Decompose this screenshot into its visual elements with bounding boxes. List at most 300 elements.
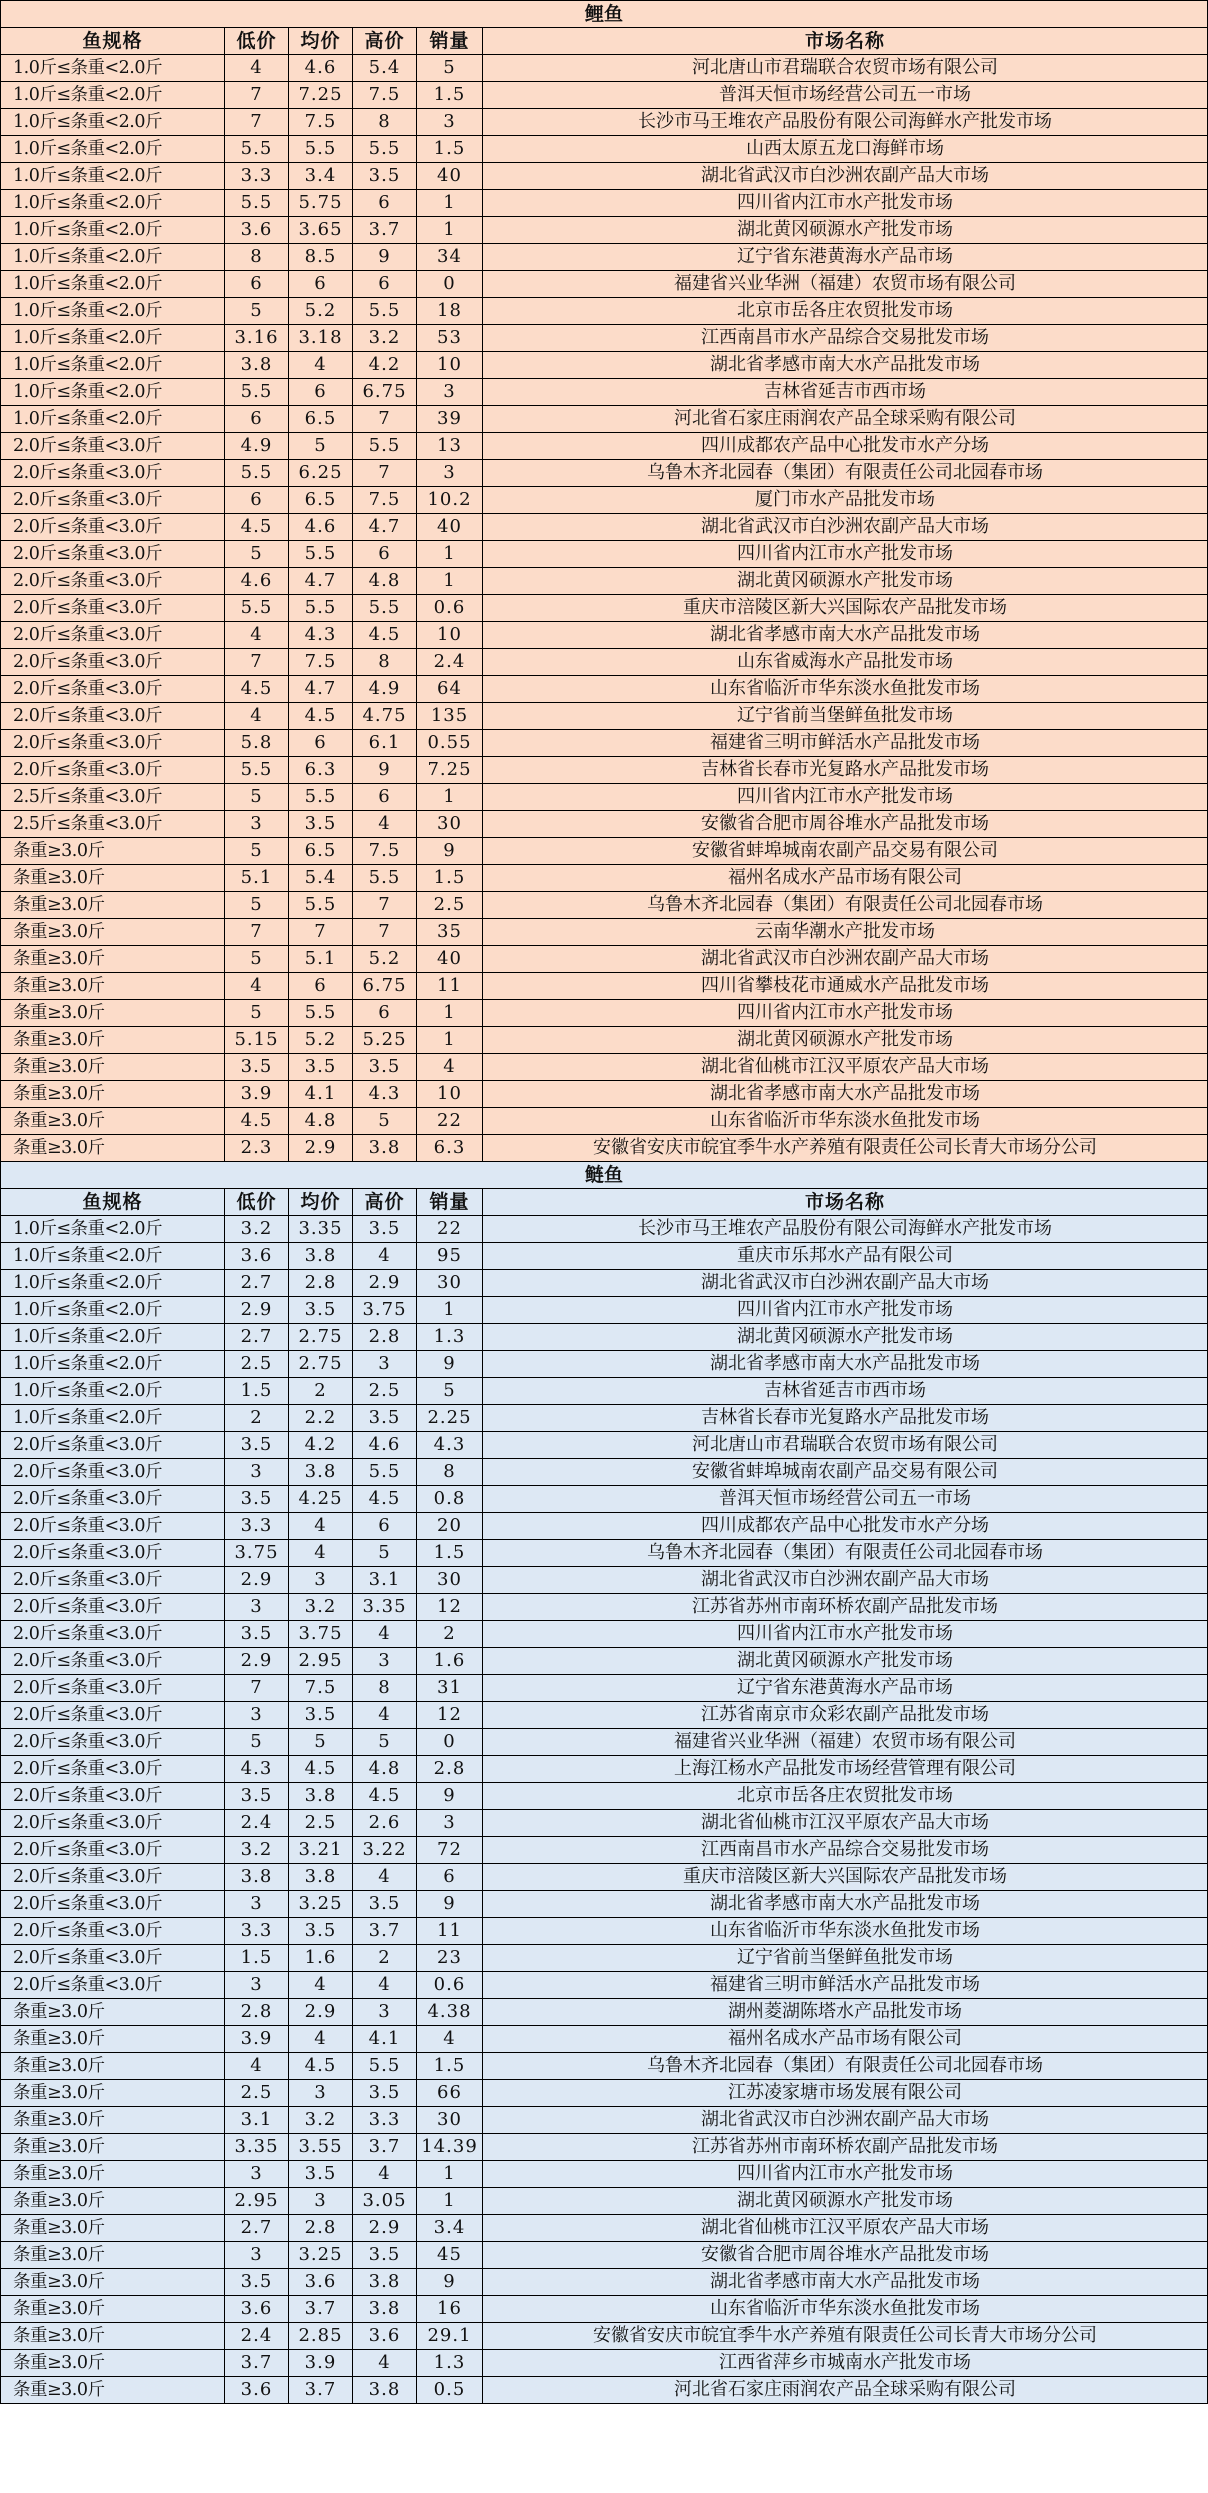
table-row [1,82,1208,109]
avg-price-cell: 4.7 [289,676,353,703]
volume-cell: 40 [417,514,483,541]
volume-cell: 31 [417,1675,483,1702]
table-row [1,406,1208,433]
high-price-cell: 3 [353,1351,417,1378]
low-price-cell: 4.5 [225,676,289,703]
high-price-cell: 4.8 [353,1756,417,1783]
fish-spec-cell: 1.0斤≤条重<2.0斤 [1,406,225,433]
avg-price-cell: 7.5 [289,649,353,676]
market-name-cell: 乌鲁木齐北园春（集团）有限责任公司北园春市场 [483,2053,1208,2080]
high-price-cell: 4.5 [353,1783,417,1810]
fish-spec-cell: 1.0斤≤条重<2.0斤 [1,1297,225,1324]
table-row [1,1081,1208,1108]
avg-price-cell: 5.5 [289,784,353,811]
market-name-cell: 吉林省延吉市西市场 [483,379,1208,406]
fish-spec-cell: 2.0斤≤条重<3.0斤 [1,649,225,676]
fish-spec-cell: 1.0斤≤条重<2.0斤 [1,163,225,190]
avg-price-cell: 2.8 [289,1270,353,1297]
fish-spec-cell: 条重≥3.0斤 [1,2026,225,2053]
volume-cell: 10 [417,352,483,379]
volume-cell: 5 [417,1378,483,1405]
fish-spec-cell: 条重≥3.0斤 [1,1054,225,1081]
fish-spec-cell: 条重≥3.0斤 [1,2161,225,2188]
volume-header: 销量 [417,28,483,55]
volume-cell: 3 [417,1810,483,1837]
market-name-cell: 四川省内江市水产批发市场 [483,784,1208,811]
fish-spec-cell: 1.0斤≤条重<2.0斤 [1,244,225,271]
high-price-cell: 3.8 [353,2269,417,2296]
market-name-cell: 四川省内江市水产批发市场 [483,1297,1208,1324]
table-row [1,1000,1208,1027]
low-price-cell: 2.8 [225,1999,289,2026]
market-name-cell: 四川省攀枝花市通威水产品批发市场 [483,973,1208,1000]
high-price-cell: 4 [353,1864,417,1891]
fish-spec-cell: 2.0斤≤条重<3.0斤 [1,433,225,460]
avg-price-cell: 4.1 [289,1081,353,1108]
avg-price-cell: 3.7 [289,2296,353,2323]
avg-price-cell: 3 [289,2188,353,2215]
market-name-cell: 吉林省长春市光复路水产品批发市场 [483,757,1208,784]
low-price-cell: 3 [225,811,289,838]
market-name-cell: 山西太原五龙口海鲜市场 [483,136,1208,163]
fish-spec-cell: 2.0斤≤条重<3.0斤 [1,757,225,784]
fish-spec-cell: 2.0斤≤条重<3.0斤 [1,1756,225,1783]
volume-cell: 4.3 [417,1432,483,1459]
high-price-cell: 7 [353,406,417,433]
high-price-cell: 8 [353,649,417,676]
fish-spec-cell: 2.0斤≤条重<3.0斤 [1,1945,225,1972]
fish-spec-cell: 2.0斤≤条重<3.0斤 [1,1621,225,1648]
fish-spec-cell: 条重≥3.0斤 [1,892,225,919]
table-row [1,1432,1208,1459]
fish-spec-cell: 条重≥3.0斤 [1,2296,225,2323]
avg-price-cell: 6.3 [289,757,353,784]
market-name-cell: 江苏凌家塘市场发展有限公司 [483,2080,1208,2107]
fish-spec-cell: 条重≥3.0斤 [1,1108,225,1135]
volume-cell: 13 [417,433,483,460]
low-price-cell: 4 [225,2053,289,2080]
fish-spec-cell: 1.0斤≤条重<2.0斤 [1,1216,225,1243]
table-row [1,244,1208,271]
low-price-cell: 3.7 [225,2350,289,2377]
low-price-cell: 3.16 [225,325,289,352]
fish-spec-cell: 1.0斤≤条重<2.0斤 [1,352,225,379]
fish-spec-cell: 1.0斤≤条重<2.0斤 [1,1351,225,1378]
high-price-cell: 7 [353,892,417,919]
fish-spec-cell: 条重≥3.0斤 [1,1135,225,1162]
table-row [1,2242,1208,2269]
low-price-cell: 4.9 [225,433,289,460]
high-price-cell: 2.8 [353,1324,417,1351]
column-header-row [1,28,1208,55]
market-name-cell: 湖北省武汉市白沙洲农副产品大市场 [483,1567,1208,1594]
fish-spec-cell: 条重≥3.0斤 [1,946,225,973]
table-row [1,217,1208,244]
high-price-cell: 4 [353,811,417,838]
volume-cell: 35 [417,919,483,946]
table-row [1,379,1208,406]
market-name-cell: 湖北省武汉市白沙洲农副产品大市场 [483,163,1208,190]
fish-spec-cell: 1.0斤≤条重<2.0斤 [1,217,225,244]
fish-spec-cell: 2.0斤≤条重<3.0斤 [1,541,225,568]
high-price-cell: 4 [353,2350,417,2377]
spec-header: 鱼规格 [1,1189,225,1216]
table-row [1,163,1208,190]
table-row [1,2134,1208,2161]
volume-cell: 5 [417,55,483,82]
market-name-cell: 湖北省武汉市白沙洲农副产品大市场 [483,946,1208,973]
fish-spec-cell: 2.0斤≤条重<3.0斤 [1,730,225,757]
table-row [1,2161,1208,2188]
low-price-cell: 2.5 [225,2080,289,2107]
table-row [1,1270,1208,1297]
table-row [1,730,1208,757]
table-row [1,1459,1208,1486]
volume-cell: 12 [417,1594,483,1621]
low-price-cell: 3.6 [225,2377,289,2404]
high-price-cell: 7.5 [353,82,417,109]
fish-spec-cell: 1.0斤≤条重<2.0斤 [1,1378,225,1405]
volume-cell: 40 [417,946,483,973]
low-price-cell: 3 [225,2161,289,2188]
market-name-cell: 河北省石家庄雨润农产品全球采购有限公司 [483,2377,1208,2404]
low-price-cell: 3.6 [225,2296,289,2323]
volume-cell: 18 [417,298,483,325]
low-price-cell: 3.8 [225,352,289,379]
table-row [1,2053,1208,2080]
volume-cell: 1.5 [417,82,483,109]
volume-cell: 1.5 [417,865,483,892]
table-row [1,298,1208,325]
high-price-cell: 7 [353,919,417,946]
table-row [1,1540,1208,1567]
spec-header: 鱼规格 [1,28,225,55]
volume-cell: 4 [417,2026,483,2053]
avg-price-cell: 3.55 [289,2134,353,2161]
market-name-cell: 湖北黄冈硕源水产批发市场 [483,217,1208,244]
high-price-cell: 2.5 [353,1378,417,1405]
low-price-cell: 6 [225,406,289,433]
table-row [1,271,1208,298]
table-row [1,1864,1208,1891]
fish-spec-cell: 2.0斤≤条重<3.0斤 [1,1459,225,1486]
table-row [1,2215,1208,2242]
market-name-cell: 重庆市乐邦水产品有限公司 [483,1243,1208,1270]
high-price-cell: 3.8 [353,2377,417,2404]
fish-spec-cell: 条重≥3.0斤 [1,973,225,1000]
fish-spec-cell: 1.0斤≤条重<2.0斤 [1,271,225,298]
high-price-cell: 3.8 [353,2296,417,2323]
table-row [1,1837,1208,1864]
table-row [1,1027,1208,1054]
avg-price-cell: 3.2 [289,1594,353,1621]
avg-price-cell: 4 [289,1513,353,1540]
volume-cell: 0.5 [417,2377,483,2404]
fish-spec-cell: 2.0斤≤条重<3.0斤 [1,1972,225,1999]
high-price-cell: 6 [353,271,417,298]
fish-spec-cell: 1.0斤≤条重<2.0斤 [1,1324,225,1351]
low-price-cell: 7 [225,649,289,676]
high-price-cell: 2.6 [353,1810,417,1837]
high-price-cell: 5.5 [353,433,417,460]
high-price-cell: 3.5 [353,1405,417,1432]
volume-cell: 30 [417,1567,483,1594]
market-name-cell: 辽宁省前当堡鲜鱼批发市场 [483,1945,1208,1972]
low-price-cell: 3.5 [225,1432,289,1459]
avg-price-cell: 3.8 [289,1243,353,1270]
table-row [1,2188,1208,2215]
low-price-cell: 3 [225,2242,289,2269]
fish-spec-cell: 2.0斤≤条重<3.0斤 [1,1540,225,1567]
low-price-cell: 5 [225,541,289,568]
fish-spec-cell: 2.0斤≤条重<3.0斤 [1,1864,225,1891]
fish-spec-cell: 条重≥3.0斤 [1,2269,225,2296]
table-row [1,190,1208,217]
low-price-cell: 5 [225,946,289,973]
high-price-cell: 4 [353,1243,417,1270]
market-name-cell: 湖北省仙桃市江汉平原农产品大市场 [483,1054,1208,1081]
fish-spec-cell: 条重≥3.0斤 [1,2080,225,2107]
market-name-cell: 福建省三明市鲜活水产品批发市场 [483,730,1208,757]
market-name-cell: 普洱天恒市场经营公司五一市场 [483,1486,1208,1513]
market-name-cell: 辽宁省东港黄海水产品市场 [483,1675,1208,1702]
volume-cell: 3 [417,379,483,406]
high-price-cell: 6 [353,541,417,568]
avg-price-cell: 7.5 [289,1675,353,1702]
low-price-cell: 4.5 [225,514,289,541]
avg-price-cell: 3.5 [289,811,353,838]
table-row [1,1054,1208,1081]
volume-cell: 1 [417,2161,483,2188]
volume-cell: 1 [417,1297,483,1324]
table-row [1,946,1208,973]
low-price-cell: 1.5 [225,1378,289,1405]
high-price-cell: 4 [353,2161,417,2188]
market-name-cell: 山东省威海水产品批发市场 [483,649,1208,676]
market-name-cell: 辽宁省东港黄海水产品市场 [483,244,1208,271]
low-price-cell: 5.1 [225,865,289,892]
high-price-cell: 3.35 [353,1594,417,1621]
volume-cell: 1 [417,1000,483,1027]
fish-spec-cell: 2.0斤≤条重<3.0斤 [1,1675,225,1702]
fish-spec-cell: 条重≥3.0斤 [1,2215,225,2242]
low-price-cell: 3 [225,1702,289,1729]
fish-spec-cell: 1.0斤≤条重<2.0斤 [1,298,225,325]
avg-price-cell: 2.85 [289,2323,353,2350]
low-price-cell: 5 [225,784,289,811]
volume-cell: 0.8 [417,1486,483,1513]
low-price-cell: 3.2 [225,1837,289,1864]
table-row [1,1756,1208,1783]
low-price-cell: 3.1 [225,2107,289,2134]
high-price-cell: 7 [353,460,417,487]
volume-cell: 1 [417,1027,483,1054]
market-name-cell: 湖北黄冈硕源水产批发市场 [483,1324,1208,1351]
high-price-cell: 9 [353,757,417,784]
market-name-cell: 重庆市涪陵区新大兴国际农产品批发市场 [483,1864,1208,1891]
volume-cell: 34 [417,244,483,271]
table-row [1,1216,1208,1243]
volume-cell: 3 [417,109,483,136]
volume-cell: 2 [417,1621,483,1648]
avg-price-cell: 3.5 [289,1918,353,1945]
fish-spec-cell: 2.0斤≤条重<3.0斤 [1,1513,225,1540]
market-name-cell: 福州名成水产品市场有限公司 [483,2026,1208,2053]
low-price-cell: 2.3 [225,1135,289,1162]
table-row [1,2269,1208,2296]
table-row [1,109,1208,136]
low-price-cell: 5 [225,1729,289,1756]
low-price-cell: 2.7 [225,1270,289,1297]
high-price-cell: 3.5 [353,1054,417,1081]
high-price-cell: 3.05 [353,2188,417,2215]
avg-price-cell: 2.75 [289,1351,353,1378]
avg-price-cell: 6 [289,271,353,298]
volume-cell: 29.1 [417,2323,483,2350]
fish-spec-cell: 1.0斤≤条重<2.0斤 [1,136,225,163]
low-price-cell: 7 [225,82,289,109]
table-row [1,811,1208,838]
high-price-cell: 4 [353,1972,417,1999]
low-price-cell: 3 [225,1972,289,1999]
high-price-cell: 3.8 [353,1135,417,1162]
market-name-cell: 湖北省孝感市南大水产品批发市场 [483,1891,1208,1918]
low-price-cell: 3.9 [225,1081,289,1108]
low-price-cell: 4.6 [225,568,289,595]
market-name-cell: 河北唐山市君瑞联合农贸市场有限公司 [483,1432,1208,1459]
high-price-cell: 2.9 [353,2215,417,2242]
volume-cell: 4.38 [417,1999,483,2026]
table-row [1,595,1208,622]
volume-cell: 14.39 [417,2134,483,2161]
high-price-cell: 5.25 [353,1027,417,1054]
avg-price-cell: 2.8 [289,2215,353,2242]
fish-spec-cell: 2.0斤≤条重<3.0斤 [1,1567,225,1594]
avg-price-cell: 4 [289,1972,353,1999]
volume-cell: 1 [417,568,483,595]
table-row [1,919,1208,946]
volume-cell: 10 [417,622,483,649]
avg-price-cell: 3.5 [289,2161,353,2188]
low-price-cell: 4 [225,703,289,730]
avg-price-header: 均价 [289,28,353,55]
low-price-cell: 5 [225,892,289,919]
section-title: 鲤鱼 [1,1,1208,28]
high-price-cell: 7.5 [353,487,417,514]
high-price-cell: 4.1 [353,2026,417,2053]
market-name-cell: 湖北省武汉市白沙洲农副产品大市场 [483,2107,1208,2134]
fish-spec-cell: 2.0斤≤条重<3.0斤 [1,460,225,487]
table-row [1,1783,1208,1810]
low-price-cell: 5 [225,298,289,325]
avg-price-cell: 5.5 [289,136,353,163]
avg-price-cell: 4 [289,2026,353,2053]
high-price-cell: 3.5 [353,163,417,190]
avg-price-cell: 5.4 [289,865,353,892]
volume-cell: 53 [417,325,483,352]
avg-price-cell: 2.5 [289,1810,353,1837]
volume-cell: 3.4 [417,2215,483,2242]
market-name-cell: 长沙市马王堆农产品股份有限公司海鲜水产批发市场 [483,109,1208,136]
avg-price-cell: 4.8 [289,1108,353,1135]
volume-cell: 3 [417,460,483,487]
market-name-cell: 云南华潮水产批发市场 [483,919,1208,946]
avg-price-cell: 4.7 [289,568,353,595]
avg-price-cell: 6 [289,973,353,1000]
low-price-cell: 5.5 [225,190,289,217]
fish-spec-cell: 2.0斤≤条重<3.0斤 [1,1783,225,1810]
table-row [1,784,1208,811]
low-price-cell: 3.6 [225,217,289,244]
high-price-cell: 6.1 [353,730,417,757]
fish-spec-cell: 条重≥3.0斤 [1,1000,225,1027]
table-row [1,622,1208,649]
avg-price-cell: 3.75 [289,1621,353,1648]
table-row [1,55,1208,82]
table-row [1,352,1208,379]
volume-cell: 2.25 [417,1405,483,1432]
fish-spec-cell: 1.0斤≤条重<2.0斤 [1,82,225,109]
table-row [1,514,1208,541]
market-name-cell: 安徽省蚌埠城南农副产品交易有限公司 [483,838,1208,865]
table-row [1,838,1208,865]
low-price-cell: 2.4 [225,1810,289,1837]
fish-spec-cell: 2.0斤≤条重<3.0斤 [1,1729,225,1756]
low-price-cell: 6 [225,487,289,514]
low-price-cell: 5.8 [225,730,289,757]
volume-cell: 1.3 [417,1324,483,1351]
market-name-cell: 福建省三明市鲜活水产品批发市场 [483,1972,1208,1999]
fish-spec-cell: 1.0斤≤条重<2.0斤 [1,190,225,217]
high-price-cell: 4.75 [353,703,417,730]
market-name-header: 市场名称 [483,28,1208,55]
high-price-cell: 7.5 [353,838,417,865]
market-name-cell: 湖北黄冈硕源水产批发市场 [483,1027,1208,1054]
low-price-cell: 4 [225,55,289,82]
table-row [1,487,1208,514]
table-row [1,1918,1208,1945]
volume-cell: 9 [417,1351,483,1378]
high-price-cell: 4.8 [353,568,417,595]
fish-spec-cell: 2.0斤≤条重<3.0斤 [1,1918,225,1945]
market-name-cell: 乌鲁木齐北园春（集团）有限责任公司北园春市场 [483,460,1208,487]
high-price-cell: 3.7 [353,1918,417,1945]
volume-cell: 7.25 [417,757,483,784]
avg-price-cell: 7.5 [289,109,353,136]
avg-price-cell: 4.6 [289,55,353,82]
fish-spec-cell: 2.5斤≤条重<3.0斤 [1,811,225,838]
avg-price-cell: 3.5 [289,1297,353,1324]
table-row [1,649,1208,676]
volume-cell: 30 [417,2107,483,2134]
avg-price-cell: 5.5 [289,541,353,568]
low-price-cell: 3.3 [225,1918,289,1945]
high-price-cell: 4.9 [353,676,417,703]
volume-cell: 1.5 [417,2053,483,2080]
table-row [1,568,1208,595]
market-name-cell: 吉林省长春市光复路水产品批发市场 [483,1405,1208,1432]
market-name-cell: 江西南昌市水产品综合交易批发市场 [483,1837,1208,1864]
market-name-cell: 福建省兴业华洲（福建）农贸市场有限公司 [483,271,1208,298]
market-name-cell: 江苏省南京市众彩农副产品批发市场 [483,1702,1208,1729]
high-price-cell: 5 [353,1540,417,1567]
avg-price-cell: 4.3 [289,622,353,649]
market-name-cell: 四川省内江市水产批发市场 [483,2161,1208,2188]
low-price-cell: 8 [225,244,289,271]
market-name-cell: 河北省石家庄雨润农产品全球采购有限公司 [483,406,1208,433]
market-name-cell: 湖北省武汉市白沙洲农副产品大市场 [483,514,1208,541]
market-name-header: 市场名称 [483,1189,1208,1216]
